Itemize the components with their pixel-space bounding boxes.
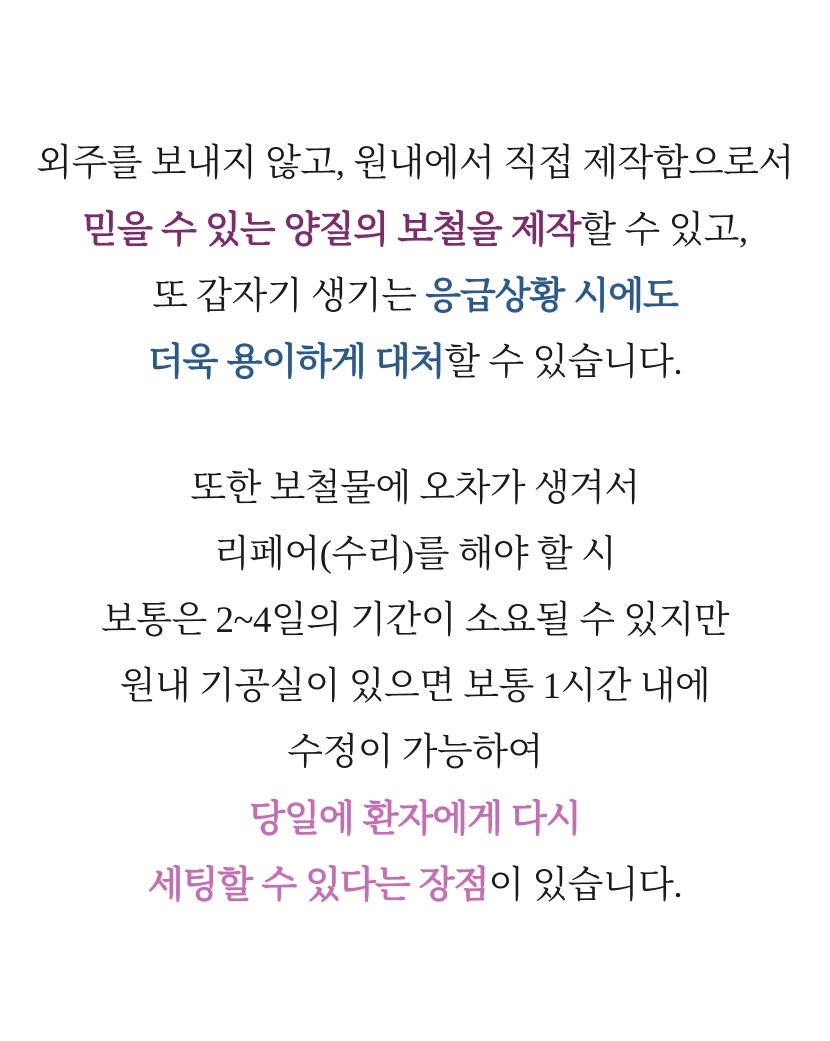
text-line bbox=[0, 131, 830, 197]
text-line bbox=[0, 456, 830, 522]
text-line bbox=[0, 263, 830, 329]
body-text: 보통은 2~4일의 기간이 소요될 수 있지만 bbox=[101, 600, 729, 641]
text-line bbox=[0, 786, 830, 852]
body-text: 리페어(수리)를 해야 할 시 bbox=[213, 534, 617, 575]
body-text: 할 수 있습니다. bbox=[444, 342, 683, 383]
paragraph-repair bbox=[0, 456, 830, 918]
highlight-purple-text: 믿을 수 있는 양질의 보철을 제작 bbox=[82, 209, 581, 250]
body-text: 수정이 가능하여 bbox=[287, 732, 543, 773]
text-line bbox=[0, 329, 830, 395]
body-text: 이 있습니다. bbox=[488, 865, 683, 906]
body-text: 할 수 있고, bbox=[580, 210, 748, 251]
text-line bbox=[0, 852, 830, 918]
body-text: 원내 기공실이 있으면 보통 1시간 내에 bbox=[119, 666, 711, 707]
highlight-blue-text: 응급상황 시에도 bbox=[425, 275, 678, 316]
highlight-pink-text: 당일에 환자에게 다시 bbox=[249, 798, 581, 839]
body-text: 외주를 보내지 않고, 원내에서 직접 제작함으로서 bbox=[36, 143, 794, 184]
text-line bbox=[0, 197, 830, 263]
highlight-blue-text: 더욱 용이하게 대처 bbox=[147, 341, 445, 382]
text-line bbox=[0, 522, 830, 588]
body-text: 또한 보철물에 오차가 생겨서 bbox=[190, 468, 640, 509]
text-line bbox=[0, 720, 830, 786]
paragraph-benefits bbox=[0, 131, 830, 395]
text-line bbox=[0, 654, 830, 720]
body-text: 또 갑자기 생기는 bbox=[152, 276, 426, 317]
highlight-pink-text: 세팅할 수 있다는 장점 bbox=[147, 864, 489, 905]
text-line bbox=[0, 588, 830, 654]
